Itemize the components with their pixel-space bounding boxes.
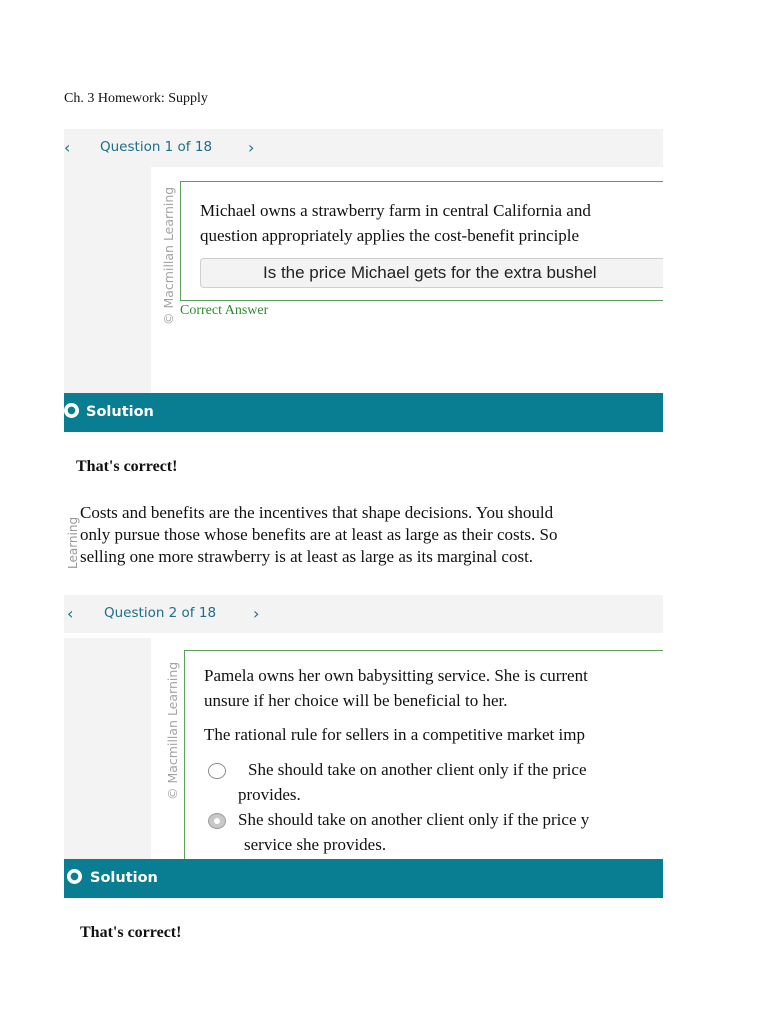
lightbulb-icon: ● bbox=[67, 869, 82, 884]
prev-question-icon[interactable]: ‹ bbox=[64, 138, 71, 157]
solution-label: Solution bbox=[90, 870, 158, 886]
next-question-icon[interactable]: › bbox=[248, 138, 255, 157]
question-2-panel bbox=[64, 595, 663, 859]
question-1-content bbox=[151, 167, 663, 393]
selected-answer[interactable] bbox=[200, 258, 663, 288]
question-1-nav bbox=[64, 129, 663, 167]
macmillan-watermark: © Macmillan Learning bbox=[165, 661, 180, 800]
solution-heading: That's correct! bbox=[80, 924, 182, 941]
correct-answer-label: Correct Answer bbox=[180, 303, 269, 318]
question-1-prompt-line: question appropriately applies the cost-benefit principle bbox=[200, 226, 580, 245]
option-1-text: provides. bbox=[238, 785, 301, 804]
question-2-prompt-line: unsure if her choice will be beneficial to her. bbox=[204, 691, 508, 710]
question-counter: Question 1 of 18 bbox=[100, 139, 213, 155]
solution-heading: That's correct! bbox=[76, 458, 178, 475]
explanation-line: Costs and benefits are the incentives that shape decisions. You should bbox=[80, 503, 554, 522]
question-2-prompt-line: Pamela owns her own babysitting service. She is current bbox=[204, 666, 588, 685]
solution-explanation bbox=[64, 503, 663, 569]
question-1-box bbox=[180, 181, 663, 301]
question-1-panel bbox=[64, 129, 663, 393]
solution-toggle[interactable] bbox=[64, 859, 663, 898]
option-2-radio[interactable] bbox=[208, 813, 226, 829]
option-2-text: service she provides. bbox=[244, 835, 387, 854]
solution-label: Solution bbox=[86, 404, 154, 420]
question-2-rule: The rational rule for sellers in a competitive market imp bbox=[204, 725, 585, 744]
explanation-line: selling one more strawberry is at least as large as its marginal cost. bbox=[80, 547, 534, 566]
macmillan-watermark: © Macmillan Learning bbox=[161, 186, 176, 325]
explanation-line: only pursue those whose benefits are at least as large as their costs. So bbox=[80, 525, 558, 544]
panel-gutter bbox=[64, 167, 151, 393]
panel-gutter bbox=[64, 638, 151, 859]
question-2-nav bbox=[64, 595, 663, 633]
next-question-icon[interactable]: › bbox=[253, 604, 260, 623]
document-title: Ch. 3 Homework: Supply bbox=[64, 91, 208, 106]
macmillan-watermark: Learning bbox=[66, 516, 80, 569]
solution-toggle[interactable] bbox=[64, 393, 663, 432]
question-1-prompt-line: Michael owns a strawberry farm in central California and bbox=[200, 201, 591, 220]
option-1-radio[interactable] bbox=[208, 763, 226, 779]
lightbulb-icon: ● bbox=[64, 403, 79, 418]
option-2-text: She should take on another client only if the price y bbox=[238, 810, 590, 829]
option-1-text: She should take on another client only if the price bbox=[248, 760, 587, 779]
prev-question-icon[interactable]: ‹ bbox=[67, 604, 74, 623]
question-counter: Question 2 of 18 bbox=[104, 605, 217, 621]
question-2-box bbox=[184, 650, 663, 859]
selected-answer-text: Is the price Michael gets for the extra bushel bbox=[263, 263, 597, 282]
question-2-content bbox=[151, 638, 663, 859]
